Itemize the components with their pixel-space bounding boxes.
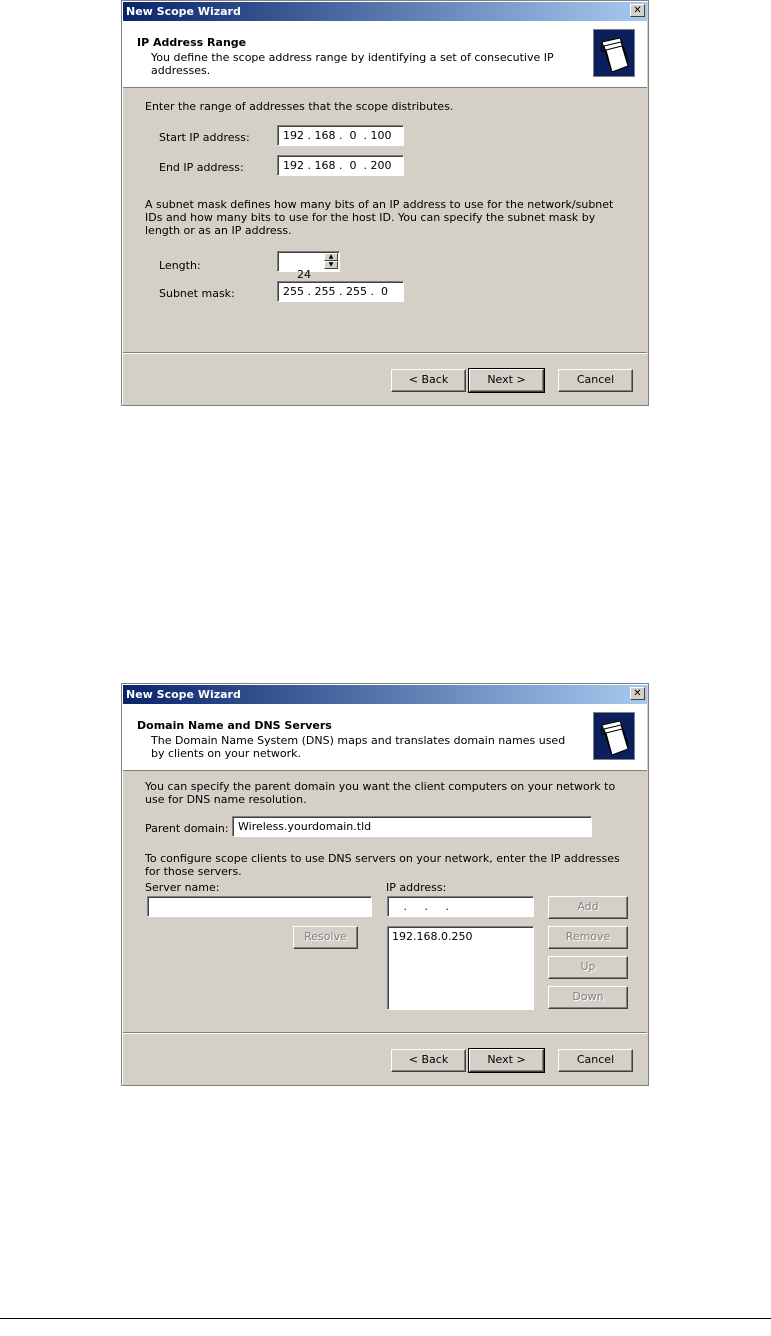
subnet-explanation-text: A subnet mask defines how many bits of an IP address to use for the network/subnet IDs and how many bits to use for the host ID. You can specify the subnet mask by length or as an IP address. [145,198,614,237]
wizard-header [123,704,647,771]
add-button[interactable]: Add [548,896,628,919]
length-spinner[interactable] [277,251,340,281]
page-footer-rule [0,1318,771,1319]
down-button[interactable]: Down [548,986,628,1009]
end-ip-label: End IP address: [159,161,244,174]
close-button[interactable]: ✕ [630,687,645,700]
cancel-button[interactable]: Cancel [558,369,633,392]
resolve-button[interactable]: Resolve [293,926,358,949]
start-ip-label: Start IP address: [159,131,250,144]
length-label: Length: [159,259,201,272]
new-scope-wizard-dns-dialog [121,683,649,1086]
parent-domain-field[interactable]: Wireless.yourdomain.tld [232,816,592,837]
cancel-button[interactable]: Cancel [558,1049,633,1072]
list-item[interactable]: 192.168.0.250 [392,930,473,943]
folder-stack-icon [593,29,635,77]
header-title: IP Address Range [137,36,247,49]
end-ip-field[interactable]: 192 . 168 . 0 . 200 [277,155,404,176]
ip-address-label: IP address: [386,881,447,894]
title-bar [123,2,647,21]
new-scope-wizard-ip-range-dialog [121,0,649,406]
spin-up-icon[interactable]: ▲ [324,253,338,261]
server-name-field[interactable] [147,896,372,917]
footer-separator [123,1032,647,1034]
wizard-header [123,21,647,88]
ip-address-field[interactable]: . . . [387,896,534,917]
header-subtitle: The Domain Name System (DNS) maps and translates domain names used by clients on your network. [151,734,566,760]
title-bar [123,685,647,704]
close-button[interactable]: ✕ [630,4,645,17]
header-title: Domain Name and DNS Servers [137,719,332,732]
subnet-mask-label: Subnet mask: [159,287,235,300]
subnet-mask-field[interactable]: 255 . 255 . 255 . 0 [277,281,404,302]
next-button[interactable]: Next > [469,1049,544,1072]
window-title: New Scope Wizard [126,688,241,701]
next-button[interactable]: Next > [469,369,544,392]
dns-ip-list[interactable] [387,926,534,1010]
window-title: New Scope Wizard [126,5,241,18]
server-name-label: Server name: [145,881,220,894]
spin-down-icon[interactable]: ▼ [324,261,338,269]
parent-domain-label: Parent domain: [145,822,229,835]
range-intro-text: Enter the range of addresses that the scope distributes. [145,100,454,113]
parent-domain-intro-text: You can specify the parent domain you want the client computers on your network to use for DNS name resolution. [145,780,616,806]
start-ip-field[interactable]: 192 . 168 . 0 . 100 [277,125,404,146]
folder-stack-icon [593,712,635,760]
remove-button[interactable]: Remove [548,926,628,949]
back-button[interactable]: < Back [391,369,466,392]
back-button[interactable]: < Back [391,1049,466,1072]
up-button[interactable]: Up [548,956,628,979]
footer-separator [123,352,647,354]
dns-intro-text: To configure scope clients to use DNS servers on your network, enter the IP addresses for those servers. [145,852,620,878]
header-subtitle: You define the scope address range by identifying a set of consecutive IP addresses. [151,51,554,77]
length-value: 24 [297,268,311,281]
